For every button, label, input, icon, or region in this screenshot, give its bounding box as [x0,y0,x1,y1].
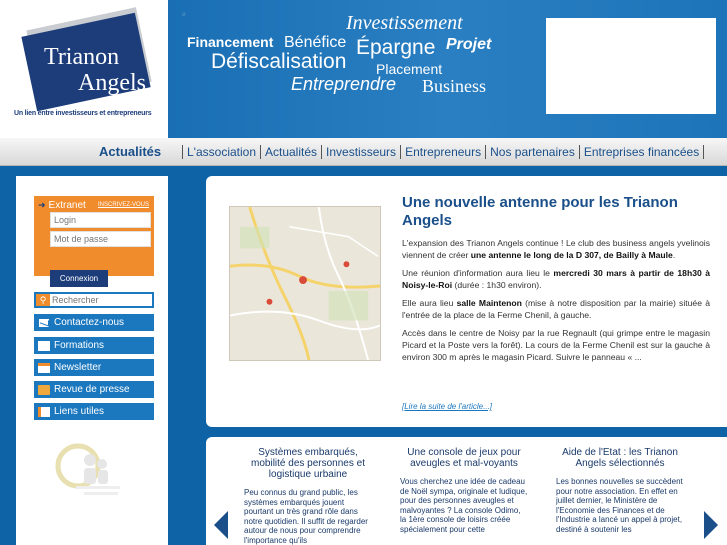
header-banner: · [168,0,727,138]
news-item-title[interactable]: Systèmes embarqués, mobilité des personnes et logistique urbaine [251,447,365,480]
main-navigation [0,138,727,166]
keyword-placement: Placement [376,61,443,77]
keyword-financement: Financement [187,34,274,50]
featured-article [206,176,727,427]
news-item[interactable] [244,447,372,545]
keyword-business: Business [422,76,487,96]
password-input[interactable] [50,231,151,247]
newsletter-link[interactable]: Newsletter [34,359,154,376]
logo-tagline: Un lien entre investisseurs et entrepreneurs [14,110,152,117]
news-item[interactable] [400,447,528,534]
news-carousel [206,437,727,545]
search-input[interactable] [52,294,152,306]
news-item-title[interactable]: Aide de l'Etat : les Trianon Angels sélectionnés [562,447,678,469]
extranet-login-box [34,196,154,283]
keyword-epargne: Épargne [356,36,436,59]
current-section-title: Actualités [99,144,162,159]
carousel-prev-arrow-icon[interactable] [214,511,228,539]
keyword-investissement: Investissement [346,12,463,34]
nav-item-association[interactable]: L'association [182,145,261,159]
logo-text-trianon: Trianon [44,44,120,70]
nav-item-entreprises-financees[interactable]: Entreprises financées [580,145,704,159]
training-link[interactable]: Formations [34,337,154,354]
read-more-link[interactable]: [Lire la suite de l'article...] [402,402,493,411]
news-item-title[interactable]: Une console de jeux pour aveugles et mal-voyants [407,447,521,469]
list-icon [38,407,50,417]
keyword-entreprendre: Entreprendre [291,74,397,94]
useful-links-link[interactable]: Liens utiles [34,403,154,420]
logo-panel[interactable] [0,0,168,124]
login-button[interactable]: Connexion [50,270,108,287]
folder-icon [38,385,50,395]
arrow-right-icon: ➜ [38,200,46,210]
nav-menu [182,145,704,159]
article-map-image[interactable] [229,206,381,361]
left-sidebar [16,176,168,545]
keyword-benefice: Bénéfice [284,34,347,51]
article-title[interactable]: Une nouvelle antenne pour les Trianon Angels [402,194,678,229]
keyword-defiscalisation: Défiscalisation [211,50,347,73]
news-item-summary: Vous cherchez une idée de cadeau de Noël sympa, originale et ludique, pour des personnes aveugles et malvoyantes ? La console Odimo, la 1ère console de loisirs créée spécialement pour cette [400,477,528,534]
news-item[interactable] [556,447,684,534]
nav-item-entrepreneurs[interactable]: Entrepreneurs [401,145,486,159]
news-item-summary: Peu connus du grand public, les systèmes embarqués jouent pourtant un très grand rôle dans notre quotidien. Il suffit de regarder autour de nous pour comprendre l'importance qu'ils [244,488,368,545]
header-ad-placeholder [546,18,716,114]
logo-text-angels: Angels [78,70,146,96]
document-icon [38,341,50,351]
nav-item-actualites[interactable]: Actualités [261,145,322,159]
newsletter-icon [38,363,50,373]
partner-logo[interactable] [54,438,134,502]
press-review-link[interactable]: Revue de presse [34,381,154,398]
news-item-summary: Les bonnes nouvelles se succèdent pour notre association. En effet en juillet dernier, le Ministère de l'Economie des Finances et de l'Industrie a lancé un appel à projet, destiné à soutenir les [556,477,683,534]
extranet-title: Extranet [48,200,86,211]
nav-item-partenaires[interactable]: Nos partenaires [486,145,580,159]
carousel-next-arrow-icon[interactable] [704,511,718,539]
nav-item-investisseurs[interactable]: Investisseurs [322,145,401,159]
mail-icon [38,318,50,328]
search-box [34,292,154,308]
article-body: L'expansion des Trianon Angels continue ! Le club des business angels yvelinois viennent de créer une antenne le long de la D 307, de Bailly à Maule. Une réunion d'information aura lieu le mercredi 30 mars à partir de 18h30 à Noisy-le-Roi (durée : 1h30 environ). Elle aura lieu salle Maintenon (mise à notre disposition par la mairie) située à l'entrée de la place de la Ferme Chenil, à gauche. Accès dans le centre de Noisy par la rue Regnault (qui grimpe entre le magasin Picard et la Poste vers la forêt). La cours de la Ferme Chenil est sur la gauche à environ 300 m après le magasin Picard. Suivre le panneau « ... [402,238,710,362]
contact-link[interactable]: Contactez-nous [34,314,154,331]
login-input[interactable] [50,212,151,228]
site-header [0,0,727,138]
register-link[interactable]: INSCRIVEZ-VOUS [98,202,150,208]
keyword-projet: Projet [446,36,492,53]
search-icon[interactable]: ⚲ [36,294,50,306]
